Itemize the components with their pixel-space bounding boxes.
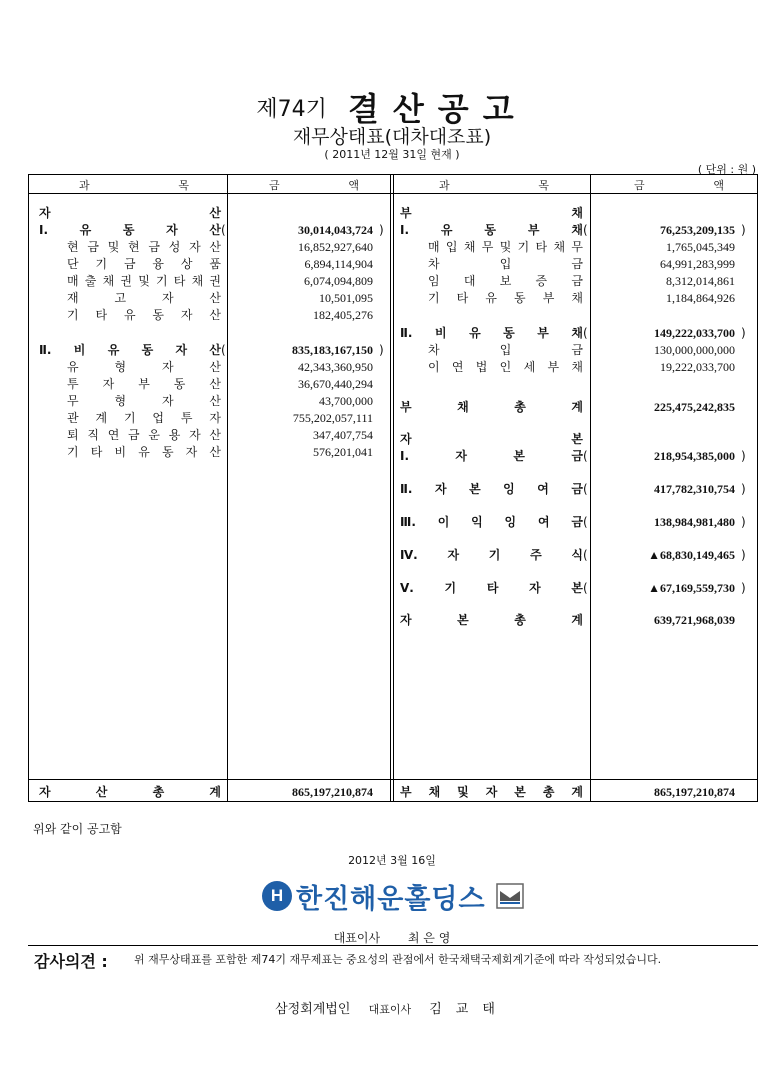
liability-item-label-char: 무	[571, 240, 583, 254]
equity-item-label-char: 자	[434, 482, 447, 496]
asset-item-label	[67, 410, 221, 427]
asset-item-label-char: 자	[189, 428, 201, 442]
asset-item-label-char: 권	[120, 274, 132, 288]
audit-divider	[28, 945, 758, 946]
equity-total-label-char: 계	[571, 613, 583, 627]
paren-open: (	[583, 581, 588, 595]
equity-item-label-char: Ⅳ.	[400, 548, 418, 562]
liabilities-equity-total-label	[400, 784, 583, 801]
asset-item-label-char: 용	[168, 428, 181, 442]
liability-item-amount: 64,991,283,999	[660, 257, 735, 271]
equity-item-label-char: 여	[537, 482, 549, 496]
audit-opinion-title: 감사의견 :	[34, 952, 108, 971]
liabilities-total-amount: 225,475,242,835	[654, 400, 735, 414]
asset-item-label-char: 산	[209, 394, 221, 408]
liability-item-label-char: 타	[535, 240, 548, 254]
asset-item-label-char: 매	[67, 274, 79, 288]
liability-item-label-char: 부	[547, 360, 560, 374]
liability-group-label-char: 채	[571, 326, 583, 340]
equity-total-label	[400, 612, 583, 629]
equity-item-label-char: 기	[488, 548, 501, 562]
equity-item-label-char: 잉	[503, 482, 515, 496]
asset-item-label-char: 채	[102, 274, 115, 288]
equity-item-label-char: 본	[571, 581, 583, 595]
asset-item-amount: 6,894,114,904	[304, 257, 373, 271]
asset-item-label-char: 형	[114, 360, 127, 374]
asset-item-label-char: 운	[148, 428, 160, 442]
liability-group-label-char: 유	[469, 326, 481, 340]
liability-item-label-char: 대	[463, 274, 476, 288]
asset-item-label-char: 상	[180, 257, 193, 271]
asset-group-label-char: Ⅱ.	[39, 343, 52, 357]
ship-emblem-icon	[496, 883, 524, 909]
liabilities-total-label-char: 총	[514, 400, 526, 414]
asset-item-label-char: 무	[67, 394, 79, 408]
asset-item-label-char: 계	[95, 411, 108, 425]
asset-item-label-char: 동	[152, 308, 164, 322]
asset-item-label-char: 부	[138, 377, 150, 391]
equity-item-label-char: 주	[530, 548, 542, 562]
asset-item-label-char: 자	[102, 377, 115, 391]
asset-item-label-char: 산	[209, 445, 221, 459]
paren-close: )	[379, 223, 384, 237]
asset-item-label-char: 관	[67, 411, 79, 425]
liability-item-label-char: 세	[523, 360, 536, 374]
assets-section-label-char: 산	[209, 206, 221, 220]
equity-item-amount: 218,954,385,000	[654, 449, 735, 463]
asset-item-label-char: 산	[209, 240, 221, 254]
liability-item-label-char: 금	[571, 274, 583, 288]
liability-item-label-char: 채	[571, 360, 583, 374]
asset-item-label-char: 자	[161, 291, 174, 305]
liability-item-label-char: 금	[571, 343, 583, 357]
asset-group-label	[39, 342, 221, 359]
paren-close: )	[379, 343, 384, 357]
asset-item-label-char: 비	[114, 445, 127, 459]
asset-item-label-char: 연	[107, 428, 120, 442]
asset-item-label-char: 고	[114, 291, 127, 305]
paren-close: )	[741, 449, 746, 463]
auditor-rep-title: 대표이사	[368, 1003, 412, 1016]
liability-item-label-char: 타	[456, 291, 469, 305]
asset-item-label-char: 기	[155, 274, 168, 288]
liability-item-label-char: 증	[535, 274, 548, 288]
equity-total-amount: 639,721,968,039	[654, 613, 735, 627]
liabilities-total-label-char: 채	[457, 400, 469, 414]
asset-item-label-char: 기	[67, 445, 79, 459]
equity-item-label-char: Ⅲ.	[400, 515, 416, 529]
liability-item-amount: 19,222,033,700	[660, 360, 735, 374]
liability-item-label-char: 동	[514, 291, 526, 305]
liability-group-label-char: 부	[537, 326, 549, 340]
assets-total-amount: 865,197,210,874	[292, 785, 373, 799]
asset-group-label-char: 자	[166, 223, 178, 237]
asset-item-amount: 16,852,927,640	[298, 240, 373, 254]
asset-item-label	[67, 376, 221, 393]
asset-item-label-char: 직	[87, 428, 99, 442]
equity-item-label	[400, 514, 583, 531]
liability-item-label-char: 입	[445, 240, 458, 254]
liability-item-label-char: 유	[485, 291, 497, 305]
asset-item-label-char: 금	[123, 257, 136, 271]
liability-item-label-char: 무	[481, 240, 494, 254]
liability-item-label-char: 법	[475, 360, 488, 374]
asset-item-amount: 6,074,094,809	[304, 274, 373, 288]
asset-item-label-char: 단	[67, 257, 79, 271]
asset-item-label-char: 기	[67, 308, 79, 322]
fiscal-period: 제74기	[256, 97, 327, 122]
header-account-left: 과 목	[79, 179, 189, 192]
liability-group-label-char: 채	[571, 223, 583, 237]
asset-group-label-char: 비	[73, 343, 86, 357]
asset-item-label-char: 현	[67, 240, 79, 254]
liability-group-label-char: Ⅱ.	[400, 326, 413, 340]
liability-item-label-char: 기	[428, 291, 440, 305]
asset-item-label-char: 산	[209, 291, 221, 305]
liability-item-amount: 130,000,000,000	[654, 343, 735, 357]
asset-item-amount: 576,201,041	[313, 445, 373, 459]
liability-item-label-char: 입	[499, 257, 512, 271]
unit-note: ( 단위 : 원 )	[697, 163, 756, 176]
asset-item-label	[67, 307, 221, 324]
liability-item-label-char: 채	[571, 291, 583, 305]
equity-item-label-char: 자	[447, 548, 460, 562]
paren-open: (	[221, 223, 226, 237]
ceo-name: 최 은 영	[407, 931, 451, 945]
asset-item-label-char: 자	[161, 360, 174, 374]
equity-total-label-char: 총	[514, 613, 526, 627]
liability-item-label-char: 임	[428, 274, 440, 288]
equity-item-label-char: Ⅱ.	[400, 482, 413, 496]
asset-group-label	[39, 222, 221, 239]
liability-item-label-char: 부	[542, 291, 555, 305]
ceo-line	[0, 929, 784, 946]
asset-item-amount: 755,202,057,111	[292, 411, 373, 425]
liability-item-label	[428, 239, 583, 256]
asset-item-label-char: 유	[123, 308, 136, 322]
notice-heading: 결산공고	[347, 90, 528, 128]
equity-item-label-char: 잉	[504, 515, 517, 529]
asset-group-label-char: 유	[107, 343, 120, 357]
asset-item-label	[67, 290, 221, 307]
paren-close: )	[741, 515, 746, 529]
liability-item-label-char: 차	[428, 343, 440, 357]
liabilities-equity-total-label-char: 계	[571, 785, 583, 799]
company-logo	[262, 876, 524, 916]
equity-item-label-char: 기	[444, 581, 457, 595]
asset-item-label-char: 동	[173, 377, 186, 391]
equity-item-amount: 417,782,310,754	[654, 482, 735, 496]
assets-total-label	[39, 784, 221, 801]
as-of-date: ( 2011년 12월 31일 현재 )	[324, 148, 460, 161]
liability-item-label-char: 차	[428, 257, 440, 271]
liabilities-total-label	[400, 399, 583, 416]
asset-item-label-char: 기	[95, 257, 108, 271]
asset-item-label	[67, 427, 221, 444]
liabilities-equity-total-label-char: 채	[428, 785, 441, 799]
asset-item-label-char: 타	[95, 308, 108, 322]
asset-item-label-char: 투	[180, 411, 193, 425]
asset-item-label-char: 금	[128, 428, 140, 442]
asset-item-amount: 36,670,440,294	[298, 377, 373, 391]
paren-open: (	[221, 343, 226, 357]
asset-item-label	[67, 444, 221, 461]
liability-item-label	[428, 256, 583, 273]
paren-open: (	[583, 515, 588, 529]
asset-group-label-char: 동	[122, 223, 135, 237]
header-divider	[29, 193, 757, 194]
paren-close: )	[741, 223, 746, 237]
equity-item-label-char: 여	[537, 515, 550, 529]
asset-item-label-char: 자	[189, 240, 201, 254]
asset-item-label-char: 품	[209, 257, 221, 271]
assets-total-label-char: 계	[209, 785, 221, 799]
equity-section-label-char: 자	[400, 432, 412, 446]
asset-item-label-char: 현	[128, 240, 140, 254]
total-row-divider	[29, 779, 757, 780]
asset-item-label	[67, 256, 221, 273]
liability-item-label-char: 및	[499, 240, 512, 254]
asset-item-label-char: 퇴	[67, 428, 79, 442]
liabilities-equity-total-label-char: 총	[542, 785, 555, 799]
asset-group-label-char: 동	[141, 343, 154, 357]
notice-date: 2012년 3월 16일	[348, 854, 436, 867]
asset-item-label-char: 융	[152, 257, 164, 271]
asset-item-label-char: 투	[67, 377, 79, 391]
paren-close: )	[741, 548, 746, 562]
paren-close: )	[741, 581, 746, 595]
audit-opinion-text: 위 재무상태표를 포함한 제74기 재무제표는 중요성의 관점에서 한국채택국제회계기준에 따라 작성되었습니다.	[134, 953, 662, 966]
paren-open: (	[583, 482, 588, 496]
company-mark-icon: H	[262, 881, 292, 911]
header-account-right: 과 목	[439, 179, 549, 192]
liability-item-label-char: 연	[451, 360, 464, 374]
equity-item-label	[400, 481, 583, 498]
equity-item-label-char: 금	[571, 515, 583, 529]
asset-item-label-char: 자	[209, 411, 221, 425]
asset-item-label-char: 기	[123, 411, 136, 425]
equity-item-label-char: 자	[529, 581, 541, 595]
liability-item-label	[428, 359, 583, 376]
header-amount-left: 금 액	[269, 179, 359, 192]
liability-item-label	[428, 273, 583, 290]
asset-item-label-char: 형	[114, 394, 127, 408]
liability-item-label-char: 인	[499, 360, 512, 374]
asset-item-label-char: 자	[180, 308, 193, 322]
liability-item-label-char: 매	[428, 240, 440, 254]
equity-item-label-char: Ⅰ.	[400, 449, 410, 463]
liabilities-total-label-char: 계	[571, 400, 583, 414]
liability-group-label-char: 유	[440, 223, 453, 237]
asset-item-label-char: 타	[90, 445, 103, 459]
equity-item-label-char: 금	[571, 449, 583, 463]
center-double-divider	[390, 175, 394, 801]
asset-group-total: 835,183,167,150	[292, 343, 373, 357]
equity-item-label-char: 익	[471, 515, 483, 529]
auditor-rep-name: 김교태	[429, 1002, 509, 1017]
equity-item-amount: 138,984,981,480	[654, 515, 735, 529]
company-name: 한진해운홀딩스	[296, 883, 486, 915]
asset-group-label-char: Ⅰ.	[39, 223, 49, 237]
paren-open: (	[583, 326, 588, 340]
closing-statement: 위와 같이 공고함	[33, 822, 122, 836]
statement-title: 재무상태표(대차대조표)	[292, 126, 492, 148]
liabilities-total-label-char: 부	[400, 400, 412, 414]
liability-group-label-char: Ⅰ.	[400, 223, 410, 237]
liabilities-section-label	[400, 205, 583, 222]
asset-item-label	[67, 393, 221, 410]
liability-group-label-char: 부	[527, 223, 540, 237]
asset-item-label-char: 금	[148, 240, 160, 254]
equity-item-label	[400, 448, 583, 465]
liability-group-label-char: 비	[434, 326, 447, 340]
asset-group-total: 30,014,043,724	[298, 223, 373, 237]
equity-item-label-char: 식	[571, 548, 583, 562]
paren-close: )	[741, 482, 746, 496]
asset-item-amount: 347,407,754	[313, 428, 373, 442]
equity-item-label-char: Ⅴ.	[400, 581, 414, 595]
asset-item-label-char: 재	[67, 291, 79, 305]
asset-item-label-char: 산	[209, 308, 221, 322]
equity-section-label	[400, 431, 583, 448]
liabilities-equity-total-label-char: 부	[400, 785, 412, 799]
liability-group-total: 149,222,033,700	[654, 326, 735, 340]
asset-item-label-char: 권	[209, 274, 221, 288]
asset-group-label-char: 산	[209, 223, 221, 237]
equity-item-label	[400, 547, 583, 564]
equity-item-amount: ▲67,169,559,730	[648, 581, 735, 595]
asset-item-label-char: 및	[138, 274, 150, 288]
header-amount-right: 금 액	[634, 179, 724, 192]
liability-item-amount: 1,765,045,349	[666, 240, 735, 254]
ceo-title: 대표이사	[333, 931, 381, 945]
equity-item-label-char: 본	[469, 482, 481, 496]
equity-total-label-char: 본	[457, 613, 469, 627]
balance-sheet-table	[28, 174, 758, 802]
equity-item-amount: ▲68,830,149,465	[648, 548, 735, 562]
liability-item-amount: 1,184,864,926	[666, 291, 735, 305]
assets-total-label-char: 자	[39, 785, 51, 799]
paren-close: )	[741, 326, 746, 340]
asset-item-label-char: 성	[168, 240, 181, 254]
liability-group-label	[400, 325, 583, 342]
asset-item-label-char: 타	[173, 274, 186, 288]
liability-item-label-char: 보	[499, 274, 512, 288]
liability-item-label-char: 채	[553, 240, 566, 254]
audit-firm: 삼정회계법인	[275, 1002, 351, 1017]
asset-item-label	[67, 239, 221, 256]
asset-item-label-char: 산	[209, 360, 221, 374]
liabilities-equity-total-label-char: 자	[485, 785, 498, 799]
equity-total-label-char: 자	[400, 613, 412, 627]
assets-section-label-char: 자	[39, 206, 51, 220]
liabilities-section-label-char: 채	[571, 206, 583, 220]
assets-total-label-char: 총	[152, 785, 165, 799]
equity-item-label-char: 본	[513, 449, 525, 463]
asset-item-label	[67, 359, 221, 376]
equity-item-label-char: 타	[486, 581, 499, 595]
auditor-line	[0, 998, 784, 1017]
liability-item-label-char: 이	[428, 360, 440, 374]
liability-item-label	[428, 290, 583, 307]
equity-item-label-char: 자	[455, 449, 468, 463]
asset-item-label-char: 금	[87, 240, 99, 254]
asset-item-amount: 10,501,095	[319, 291, 373, 305]
asset-item-label-char: 업	[152, 411, 164, 425]
asset-item-label-char: 유	[138, 445, 150, 459]
liabilities-equity-total-amount: 865,197,210,874	[654, 785, 735, 799]
liability-item-label-char: 금	[571, 257, 583, 271]
asset-item-label-char: 산	[209, 428, 221, 442]
paren-open: (	[583, 223, 588, 237]
asset-item-label-char: 자	[185, 445, 198, 459]
equity-item-label-char: 금	[571, 482, 583, 496]
equity-item-label-char: 이	[437, 515, 450, 529]
liabilities-section-label-char: 부	[400, 206, 412, 220]
liability-item-label-char: 채	[463, 240, 476, 254]
assets-total-label-char: 산	[95, 785, 108, 799]
equity-item-label	[400, 580, 583, 597]
liabilities-equity-total-label-char: 본	[514, 785, 526, 799]
liability-item-label-char: 기	[517, 240, 530, 254]
liability-group-label-char: 동	[503, 326, 515, 340]
liability-group-label-char: 동	[484, 223, 496, 237]
liabilities-equity-total-label-char: 및	[457, 785, 469, 799]
assets-section-label	[39, 205, 221, 222]
asset-item-label	[67, 273, 221, 290]
asset-item-label-char: 동	[161, 445, 174, 459]
asset-item-amount: 42,343,360,950	[298, 360, 373, 374]
asset-item-label-char: 및	[107, 240, 120, 254]
liability-item-label	[428, 342, 583, 359]
liability-group-total: 76,253,209,135	[660, 223, 735, 237]
asset-item-amount: 182,405,276	[313, 308, 373, 322]
paren-open: (	[583, 548, 588, 562]
asset-group-label-char: 자	[175, 343, 188, 357]
asset-group-label-char: 유	[79, 223, 92, 237]
equity-section-label-char: 본	[571, 432, 583, 446]
liability-item-amount: 8,312,014,861	[666, 274, 735, 288]
asset-item-amount: 43,700,000	[319, 394, 373, 408]
liability-item-label-char: 입	[499, 343, 512, 357]
asset-item-label-char: 산	[209, 377, 221, 391]
asset-group-label-char: 산	[209, 343, 221, 357]
asset-item-label-char: 출	[84, 274, 97, 288]
paren-open: (	[583, 449, 588, 463]
asset-item-label-char: 유	[67, 360, 79, 374]
liability-group-label	[400, 222, 583, 239]
asset-item-label-char: 자	[161, 394, 174, 408]
asset-item-label-char: 채	[191, 274, 204, 288]
